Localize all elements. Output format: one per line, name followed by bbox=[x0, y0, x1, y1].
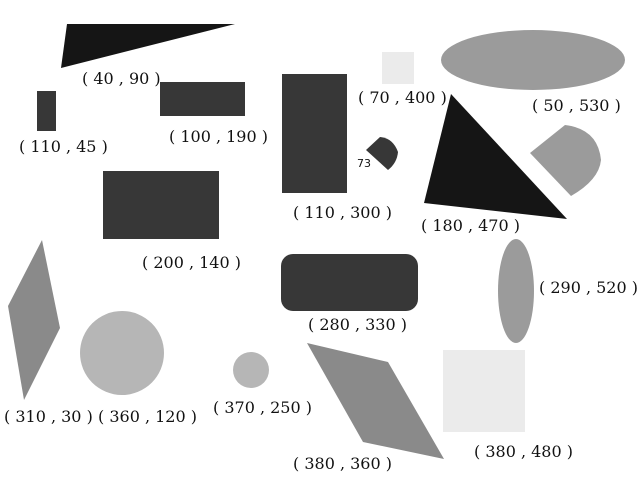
light-circle-small bbox=[233, 352, 269, 388]
dark-mid-rect bbox=[103, 171, 219, 239]
gray-vertical-ellipse bbox=[498, 239, 534, 343]
label-280-330: ( 280 , 330 ) bbox=[308, 315, 407, 334]
label-110-300: ( 110 , 300 ) bbox=[293, 203, 392, 222]
label-370-250: ( 370 , 250 ) bbox=[213, 398, 312, 417]
gray-parallelogram bbox=[307, 343, 444, 459]
label-310-30: ( 310 , 30 ) bbox=[4, 407, 93, 426]
label-290-520: ( 290 , 520 ) bbox=[539, 278, 638, 297]
label-40-90: ( 40 , 90 ) bbox=[82, 69, 161, 88]
light-circle-large bbox=[80, 311, 164, 395]
dark-horizontal-rect bbox=[160, 82, 245, 116]
label-380-480: ( 380 , 480 ) bbox=[474, 442, 573, 461]
pale-small-square bbox=[382, 52, 414, 84]
pale-large-square bbox=[443, 350, 525, 432]
black-triangle-top bbox=[61, 24, 235, 68]
small-number-label: 73 bbox=[357, 157, 371, 170]
gray-sector-right bbox=[530, 125, 601, 196]
label-180-470: ( 180 , 470 ) bbox=[421, 216, 520, 235]
label-110-45: ( 110 , 45 ) bbox=[19, 137, 108, 156]
label-360-120: ( 360 , 120 ) bbox=[98, 407, 197, 426]
dark-small-rect bbox=[37, 91, 56, 131]
label-70-400: ( 70 , 400 ) bbox=[358, 88, 447, 107]
gray-kite-left bbox=[8, 240, 60, 400]
gray-ellipse-top-right bbox=[441, 30, 625, 90]
label-50-530: ( 50 , 530 ) bbox=[532, 96, 621, 115]
dark-tall-rect bbox=[282, 74, 347, 193]
label-100-190: ( 100 , 190 ) bbox=[169, 127, 268, 146]
dark-rounded-rect bbox=[281, 254, 418, 311]
label-200-140: ( 200 , 140 ) bbox=[142, 253, 241, 272]
label-380-360: ( 380 , 360 ) bbox=[293, 454, 392, 473]
